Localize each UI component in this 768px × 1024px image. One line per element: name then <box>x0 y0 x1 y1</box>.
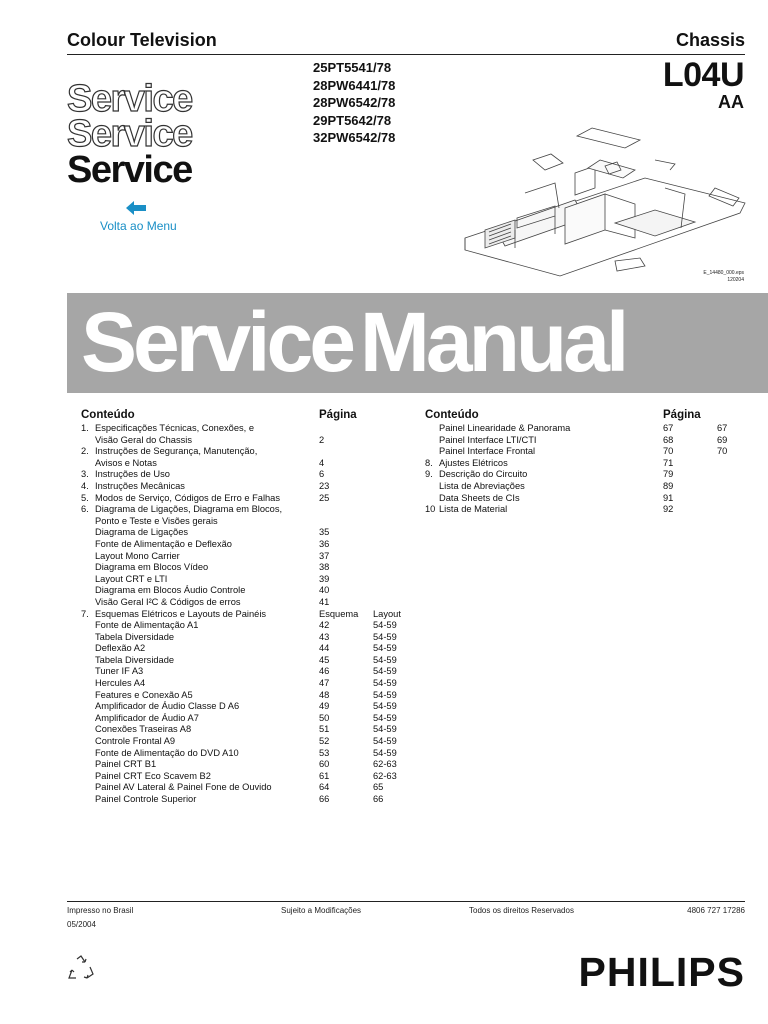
toc-page-layout: 66 <box>373 794 384 804</box>
toc-number: 9. <box>425 469 433 480</box>
model-number: 29PT5642/78 <box>313 112 392 128</box>
footer-rights: Todos os direitos Reservados <box>469 906 574 915</box>
banner-title: ServiceManual <box>81 295 626 389</box>
toc-title: Amplificador de Áudio A7 <box>95 712 199 723</box>
toc-page: 37 <box>319 550 330 561</box>
service-wordmark: Service <box>67 149 192 191</box>
toc-page: 49 <box>319 701 330 712</box>
document-category: Colour Television <box>67 30 217 50</box>
toc-number: 2. <box>81 446 89 457</box>
toc-page: 79 <box>663 469 674 480</box>
toc-title: Deflexão A2 <box>95 643 146 654</box>
toc-page: 64 <box>319 782 330 793</box>
toc-page-layout: 54-59 <box>373 712 397 723</box>
toc-row[interactable] <box>81 585 421 597</box>
footer-code: 4806 727 17286 <box>687 906 745 915</box>
toc-row[interactable] <box>81 666 421 678</box>
toc-number: 3. <box>81 469 89 480</box>
recycle-icon <box>67 955 95 986</box>
toc-page: Esquema <box>319 608 359 619</box>
toc-page: 53 <box>319 747 330 758</box>
toc-row[interactable] <box>81 713 421 725</box>
toc-left-page-heading: Página <box>319 409 357 421</box>
toc-row[interactable] <box>81 493 421 505</box>
toc-page: 43 <box>319 631 330 642</box>
model-number: 25PT5541/78 <box>313 60 392 75</box>
toc-page-layout: 54-59 <box>373 666 397 677</box>
toc-page: 45 <box>319 654 330 665</box>
toc-left-list <box>81 423 421 806</box>
toc-row[interactable] <box>81 516 421 528</box>
philips-logo: PHILIPS <box>578 949 745 995</box>
toc-title: Lista de Abreviações <box>439 480 525 491</box>
toc-row[interactable] <box>81 620 421 632</box>
toc-page: 68 <box>663 434 674 445</box>
toc-page: 67 <box>663 423 674 433</box>
toc-title: Diagrama em Blocos Vídeo <box>95 562 209 573</box>
toc-page-layout: 54-59 <box>373 620 397 631</box>
toc-page: 2 <box>319 434 325 445</box>
toc-page-layout: 70 <box>717 446 728 457</box>
toc-page-layout: Layout <box>373 608 401 619</box>
toc-page-layout: 62-63 <box>373 759 397 770</box>
toc-title: Features e Conexão A5 <box>95 689 193 700</box>
toc-page: 23 <box>319 480 330 491</box>
back-to-menu-link[interactable]: Volta ao Menu <box>100 219 177 233</box>
toc-title: Painel AV Lateral & Painel Fone de Ouvido <box>95 782 272 793</box>
toc-row[interactable] <box>425 458 765 470</box>
toc-page-layout: 54-59 <box>373 631 397 642</box>
chassis-subcode: AA <box>718 92 744 112</box>
toc-row[interactable] <box>425 493 765 505</box>
toc-right-list <box>425 423 765 516</box>
toc-row[interactable] <box>81 759 421 771</box>
service-wordmark-outline-1: Service <box>67 78 192 120</box>
model-number: 28PW6542/78 <box>313 95 396 110</box>
toc-title: Descrição do Circuito <box>439 469 528 480</box>
toc-row[interactable] <box>81 574 421 586</box>
toc-page: 38 <box>319 562 330 573</box>
toc-page: 46 <box>319 666 330 677</box>
toc-title: Instruções de Uso <box>95 469 170 480</box>
toc-page: 60 <box>319 759 330 770</box>
toc-row[interactable] <box>425 435 765 447</box>
toc-title: Diagrama de Ligações <box>95 527 189 538</box>
toc-title: Instruções de Segurança, Manutenção, <box>95 446 258 457</box>
toc-title: Avisos e Notas <box>95 457 157 468</box>
footer-subject: Sujeito a Modificações <box>281 906 362 915</box>
toc-page: 39 <box>319 573 330 584</box>
toc-page: 6 <box>319 469 325 480</box>
toc-row[interactable] <box>81 539 421 551</box>
toc-page: 70 <box>663 446 674 457</box>
toc-page: 44 <box>319 643 330 654</box>
model-number: 28PW6441/78 <box>313 77 396 93</box>
chassis-illustration <box>455 118 755 288</box>
toc-number: 8. <box>425 457 433 468</box>
toc-page: 41 <box>319 596 330 607</box>
toc-page: 35 <box>319 527 330 538</box>
toc-title: Especificações Técnicas, Conexões, e <box>95 423 254 433</box>
toc-row[interactable] <box>81 748 421 760</box>
toc-title: Instruções Mecânicas <box>95 480 185 491</box>
toc-page: 66 <box>319 794 330 804</box>
toc-number: 4. <box>81 480 89 491</box>
left-arrow-icon[interactable] <box>125 200 147 221</box>
toc-row[interactable] <box>81 504 421 516</box>
toc-right-page-heading: Página <box>663 409 701 421</box>
toc-row[interactable] <box>81 643 421 655</box>
toc-row[interactable] <box>81 724 421 736</box>
toc-page-layout: 67 <box>717 423 728 433</box>
footer-date: 05/2004 <box>67 920 96 929</box>
toc-row[interactable] <box>81 597 421 609</box>
toc-title: Diagrama em Blocos Áudio Controle <box>95 585 246 596</box>
toc-title: Painel Linearidade & Panorama <box>439 423 571 433</box>
toc-row[interactable] <box>81 481 421 493</box>
toc-number: 7. <box>81 608 89 619</box>
toc-title: Painel Interface LTI/CTI <box>439 434 537 445</box>
toc-title: Tuner IF A3 <box>95 666 144 677</box>
toc-page-layout: 54-59 <box>373 654 397 665</box>
toc-page: 25 <box>319 492 330 503</box>
model-number: 32PW6542/78 <box>313 130 396 145</box>
toc-row[interactable] <box>425 504 765 516</box>
toc-title: Controle Frontal A9 <box>95 736 176 747</box>
toc-title: Conexões Traseiras A8 <box>95 724 192 735</box>
toc-page: 51 <box>319 724 330 735</box>
toc-page: 50 <box>319 712 330 723</box>
illustration-caption: E_14480_000.eps 120204 <box>703 270 744 283</box>
toc-page-layout: 54-59 <box>373 736 397 747</box>
toc-number: 5. <box>81 492 89 503</box>
toc-page: 91 <box>663 492 674 503</box>
toc-page: 71 <box>663 457 674 468</box>
header-divider <box>67 54 745 55</box>
toc-page: 40 <box>319 585 330 596</box>
toc-title: Ajustes Elétricos <box>439 457 508 468</box>
toc-title: Layout Mono Carrier <box>95 550 180 561</box>
toc-title: Fonte de Alimentação e Deflexão <box>95 538 232 549</box>
toc-title: Visão Geral I²C & Códigos de erros <box>95 596 241 607</box>
toc-title: Amplificador de Áudio Classe D A6 <box>95 701 240 712</box>
toc-page: 61 <box>319 770 330 781</box>
toc-number: 1. <box>81 423 89 433</box>
toc-page: 42 <box>319 620 330 631</box>
toc-row[interactable] <box>81 782 421 794</box>
toc-title: Tabela Diversidade <box>95 631 175 642</box>
footer-divider <box>67 901 745 902</box>
toc-page: 92 <box>663 504 674 515</box>
toc-number: 10 <box>425 504 436 515</box>
footer-printed: Impresso no Brasil <box>67 906 134 915</box>
toc-row[interactable] <box>425 469 765 481</box>
toc-right-heading: Conteúdo <box>425 409 479 421</box>
service-manual-banner <box>67 293 768 393</box>
toc-row[interactable] <box>81 527 421 539</box>
toc-title: Data Sheets de CIs <box>439 492 520 503</box>
toc-page-layout: 54-59 <box>373 678 397 689</box>
service-wordmark-outline-2: Service <box>67 113 192 155</box>
toc-title: Diagrama de Ligações, Diagrama em Blocos, <box>95 504 283 515</box>
toc-page: 48 <box>319 689 330 700</box>
toc-title: Painel Interface Frontal <box>439 446 536 457</box>
toc-title: Layout CRT e LTI <box>95 573 168 584</box>
model-list <box>313 59 395 147</box>
toc-row[interactable] <box>81 562 421 574</box>
toc-title: Painel CRT Eco Scavem B2 <box>95 770 211 781</box>
toc-row[interactable] <box>81 446 421 458</box>
toc-title: Visão Geral do Chassis <box>95 434 192 445</box>
toc-title: Fonte de Alimentação do DVD A10 <box>95 747 239 758</box>
toc-page-layout: 54-59 <box>373 701 397 712</box>
toc-page: 52 <box>319 736 330 747</box>
toc-page: 89 <box>663 480 674 491</box>
toc-row[interactable] <box>425 481 765 493</box>
toc-row[interactable] <box>81 469 421 481</box>
chassis-code: L04U <box>662 56 744 94</box>
toc-row[interactable] <box>81 632 421 644</box>
toc-page-layout: 54-59 <box>373 747 397 758</box>
toc-title: Tabela Diversidade <box>95 654 175 665</box>
toc-title: Lista de Material <box>439 504 508 515</box>
toc-page-layout: 62-63 <box>373 770 397 781</box>
toc-title: Hercules A4 <box>95 678 146 689</box>
toc-row[interactable] <box>81 423 421 435</box>
toc-title: Ponto e Teste e Visões gerais <box>95 515 218 526</box>
toc-row[interactable] <box>81 655 421 667</box>
toc-page-layout: 54-59 <box>373 724 397 735</box>
toc-page: 4 <box>319 457 325 468</box>
toc-row[interactable] <box>425 446 765 458</box>
chassis-label: Chassis <box>675 30 745 50</box>
toc-page-layout: 54-59 <box>373 689 397 700</box>
toc-row[interactable] <box>81 458 421 470</box>
toc-row[interactable] <box>81 701 421 713</box>
toc-row[interactable] <box>81 551 421 563</box>
toc-page: 36 <box>319 538 330 549</box>
toc-page-layout: 65 <box>373 782 384 793</box>
toc-title: Painel Controle Superior <box>95 794 197 804</box>
toc-page-layout: 69 <box>717 434 728 445</box>
toc-title: Fonte de Alimentação A1 <box>95 620 199 631</box>
toc-left-heading: Conteúdo <box>81 409 135 421</box>
toc-number: 6. <box>81 504 89 515</box>
toc-title: Painel CRT B1 <box>95 759 157 770</box>
toc-row[interactable] <box>81 435 421 447</box>
toc-row[interactable] <box>81 794 421 806</box>
toc-page: 47 <box>319 678 330 689</box>
toc-title: Esquemas Elétricos e Layouts de Painéis <box>95 608 267 619</box>
toc-title: Modos de Serviço, Códigos de Erro e Falhas <box>95 492 280 503</box>
toc-page-layout: 54-59 <box>373 643 397 654</box>
toc-row[interactable] <box>81 678 421 690</box>
toc-row[interactable] <box>81 771 421 783</box>
toc-row[interactable] <box>81 690 421 702</box>
toc-row[interactable] <box>425 423 765 435</box>
toc-row[interactable] <box>81 609 421 621</box>
toc-row[interactable] <box>81 736 421 748</box>
